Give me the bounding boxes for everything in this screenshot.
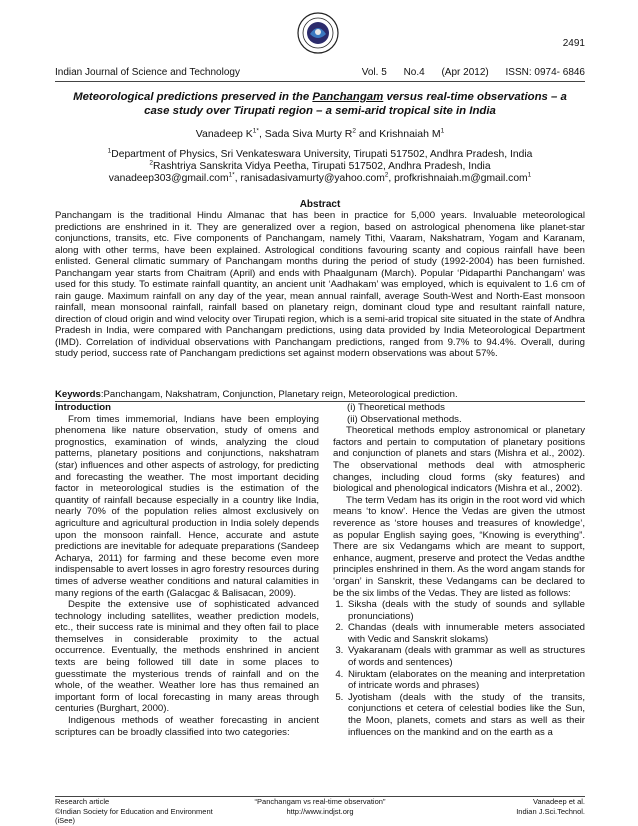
volume: Vol. 5 [361,67,387,78]
title-emphasis: Panchangam [312,91,384,103]
affiliations [55,149,585,185]
footer-journal-abbrev: Indian J.Sci.Technol. [516,806,586,816]
paragraph: The term Vedam has its origin in the root word vid which means ‘to know’. Hence the Vedas are given the utmost reverence as ‘store houses and treasures of knowledge’, as popular English saying goes, “Knowing is everything”. There are six Vedangams which are meant to support, enhance, augment, preserve and protect the Vedas andthe principles enshrined in them. As the word angam stands for ‘organ’ in Sanskrit, these Vedangams can be declared to be the six limbs of the Vedas. They are listed as follows: [333,494,585,599]
right-column [333,402,585,738]
paper-title: Meteorological predictions preserved in the Panchangam versus real-time observations – a case study over Tirupati region – a semi-arid tropical site in India [73,91,567,117]
paragraph: Despite the extensive use of sophisticated advanced technology including satellites, weather prediction models, etc., their success rate is minimal and they often fail to place themselves in considerable proximity to the actual occurrence. Eventually, the methods enshrined in ancient texts are being followed till date in some places to guesstimate the mysterious trends of rainfall and on the whole, of the weather. Weather lore has thus remained an important form of local forecasting in many areas through centuries (Burghart, 2000). [55,599,319,715]
vedangam-list [333,599,585,738]
journal-name: Indian Journal of Science and Technology [55,67,240,78]
footer-copyright: ©Indian Society for Education and Environment (iSee) [55,806,213,825]
footer-short-title: “Panchangam vs real-time observation” [254,797,386,806]
page-footer [55,797,585,826]
issue-info [348,67,585,78]
keywords: Keywords:Panchangam, Nakshatram, Conjunction, Planetary reign, Meteorological prediction. [55,389,458,400]
issue-date: (Apr 2012) [441,67,489,78]
issn: ISSN: 0974- 6846 [505,67,585,78]
issue: No.4 [403,67,425,78]
journal-logo [297,12,339,54]
footer-url[interactable]: http://www.indjst.org [286,806,354,816]
footer-authors: Vanadeep et al. [533,797,586,806]
list-item: 2. Chandas (deals with innumerable meters associated with Vedic and Sanskrit slokams) [346,622,585,645]
keywords-label: Keywords [55,389,101,400]
footer-article-type: Research article [55,797,110,806]
abstract-text: Panchangam is the traditional Hindu Almanac that has been in practice for 5,000 years. Invaluable meteorological predictions are enshrined in it. They are generalized over a region, based on astrological phenomena like planet-star conjunctions, transits, etc. Five components of Panchangam, namely Tithi, Vaaram, Nakshatram, Yogam and Karanam, along with other terms, have been explained. Astrological conditions favouring scanty and copious rainfall have been enlisted. General climatic summary of Panchangam months during the period of study (1992-2004) has been furnished. Panchangam year starts from Chaitram (April) and ends with Phaalgunam (March). Popular ‘Pidaparthi Panchangam’ was used for this study. To estimate rainfall quantity, an ancient unit ‘Aadhakam’ was employed, which is equivalent to 1.6 cm of rain gauge. Maximum rainfall on any day of the year, mean annual rainfall, average South-West and North-East monsoon rainfall, mean monsoonal rainfall, rainfall based on planetary reign, dominant cloud type and resultant rainfall nature, direction of cloud origin and wind velocity over Tirupati region, which is a semi-arid tropical site situated in the state of Andhra Pradesh in India, were compared with Panchangam predictions, using data provided by India Meteorological Department (IMD). Correlation of individual observations with Panchangam predictions, ranged from 9.7% to 94.4%. Overall, during study period, success rate of Panchangam predictions set against modern observations was about 57%. [55,210,585,359]
section-heading: Introduction [55,402,111,413]
method-item: (ii) Observational methods. [347,413,462,425]
author-emails: vanadeep303@gmail.com$^{1*}$, ranisadasivamurty@yahoo.com$^2$, profkrishnaiah.m@gmail.com$^1$ [108,171,532,184]
paragraph: Indigenous methods of weather forecasting in ancient scriptures can be broadly classified into two categories: [55,715,319,738]
affiliation-2: $^2$Rashtriya Sanskrita Vidya Peetha, Tirupati 517502, Andhra Pradesh, India [149,159,491,172]
abstract-heading: Abstract [299,199,341,210]
page-number: 2491 [562,38,585,49]
header-rule [55,81,585,82]
list-item: 3. Vyakaranam (deals with grammar as well as structures of words and sentences) [346,645,585,668]
list-item: 1. Siksha (deals with the study of sounds and syllable pronunciations) [346,599,585,622]
method-item: (i) Theoretical methods [347,402,445,413]
journal-header [55,67,585,78]
list-item: 5. Jyotisham (deals with the study of the transits, conjunctions et cetera of celestial bodies like the Sun, the Moon, planets, comets and stars as well as their influences on the mankind and on the earth as a [346,692,585,738]
list-item: 4. Niruktam (elaborates on the meaning and interpretation of intricate words and phrases) [346,669,585,692]
authors: Vanadeep $K^{1*}$, Sada Siva Murty $R^2$ and Krishnaiah $M^1$ [195,127,445,140]
left-column [55,402,319,738]
paragraph: From times immemorial, Indians have been employing phenomena like nature observation, study of omens and prognostics, examination of winds, analyzing the cloud patterns, planetary positions and conjunctions, nakshatram (star) influences and other aspects of astrology, for predicting and forecasting the weather. The most important deciding factor in meteorological studies is the estimation of the quantity of rainfall because especially in a country like India, nearly 70% of the population relies almost exclusively on agriculture and agricultural production in India solely depends upon the monsoon rainfall. Hence, accurate and astute predictions are inevitable for adequate preparations (Sandeep Acharya, 2011) for farming and these become even more indispensable to avert losses in agro forestry resources during times of adverse weather conditions and natural calamities in many regions of the earth (Galacgac & Balisacan, 2009). [55,413,319,599]
paragraph: Theoretical methods employ astronomical or planetary factors and pertain to computation of planetary positions and conjunction of planets and stars (Mishra et al., 2002). The observational methods deal with atmospheric changes, including cloud forms (sky features) and biological and phenological indicators (Mishra et al., 2002). [333,425,585,495]
affiliation-1: $^1$Department of Physics, Sri Venkateswara University, Tirupati 517502, Andhra Pradesh, India [107,147,533,160]
